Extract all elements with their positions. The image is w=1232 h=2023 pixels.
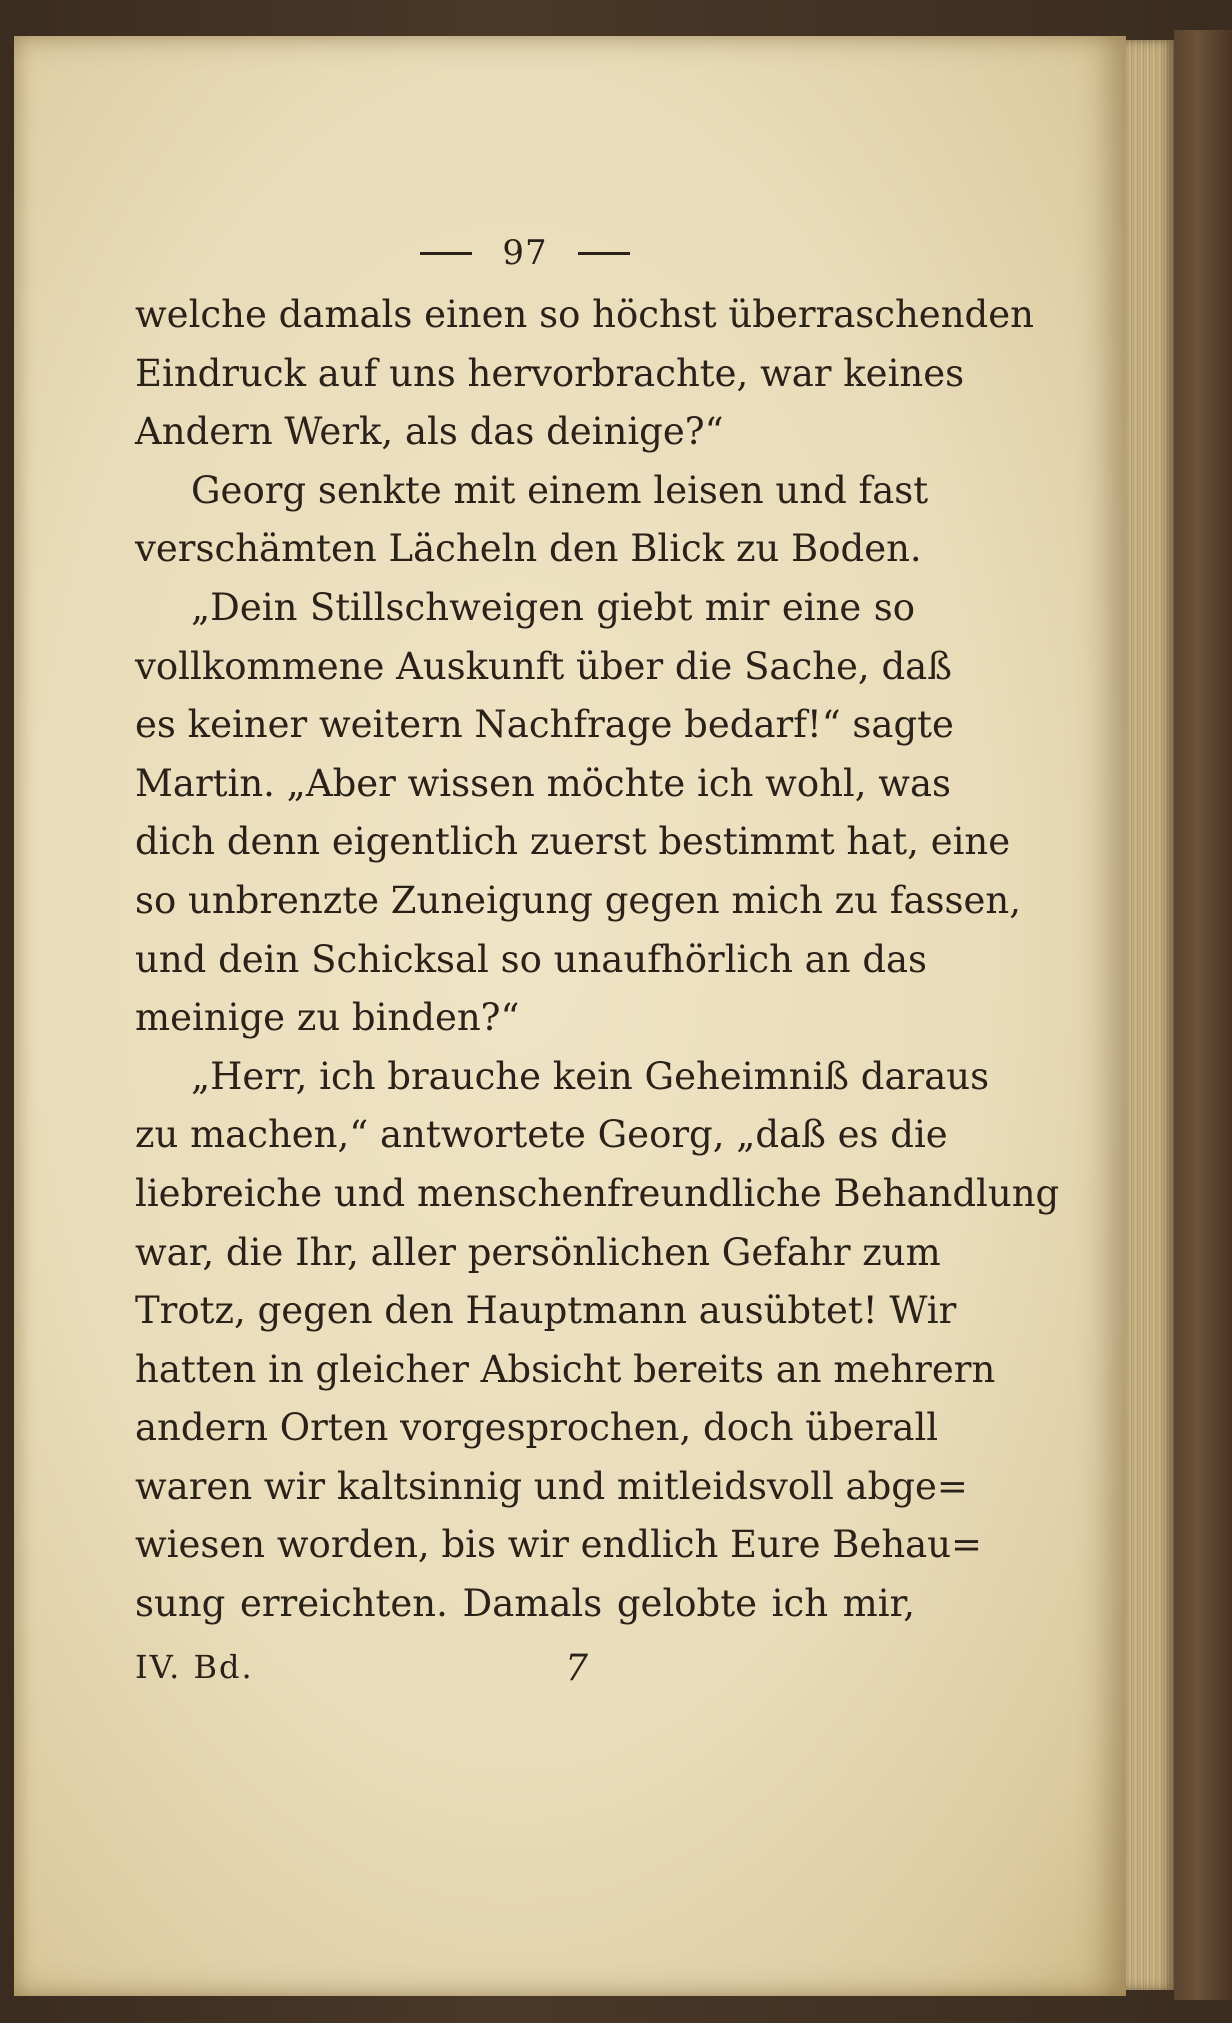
text-line: zu machen,“ antwortete Georg, „daß es die (135, 1113, 948, 1157)
text-line: Andern Werk, als das deinige?“ (135, 410, 724, 454)
text-line: war, die Ihr, aller persönlichen Gefahr zum (135, 1230, 941, 1274)
text-line: Trotz, gegen den Hauptmann ausübtet! Wir (135, 1289, 957, 1333)
text-line: wiesen worden, bis wir endlich Eure Behau= (135, 1523, 983, 1567)
text-line: welche damals einen so höchst überraschenden (135, 293, 1034, 336)
text-line: Eindruck auf uns hervorbrachte, war keines (135, 351, 965, 395)
page-header (135, 228, 915, 278)
text-line: so unbrenzte Zuneigung gegen mich zu fassen, (135, 878, 1021, 922)
text-line: meinige zu binden?“ (135, 996, 520, 1040)
header-dash-right (578, 252, 630, 255)
book-cover-edge (1174, 30, 1232, 2000)
volume-mark: IV. Bd. (135, 1647, 254, 1686)
text-line: andern Orten vorgesprochen, doch überall (135, 1406, 939, 1450)
text-line: und dein Schicksal so unaufhörlich an das (135, 937, 928, 981)
text-line: sung erreichten. Damals gelobte ich mir, (135, 1582, 915, 1626)
text-line: liebreiche und menschenfreundliche Behandlung (135, 1171, 1060, 1215)
text-line: „Dein Stillschweigen giebt mir eine so (191, 585, 915, 629)
header-dash-left (420, 252, 472, 255)
page-stack-edges (1126, 40, 1174, 1990)
page-number: 97 (502, 233, 548, 273)
text-line: verschämten Lächeln den Blick zu Boden. (135, 527, 922, 571)
text-line: waren wir kaltsinnig und mitleidsvoll abge= (135, 1464, 968, 1508)
text-line: Martin. „Aber wissen möchte ich wohl, was (135, 761, 952, 805)
text-line: vollkommene Auskunft über die Sache, daß (135, 644, 952, 688)
text-line: „Herr, ich brauche kein Geheimniß daraus (191, 1054, 990, 1098)
text-line: hatten in gleicher Absicht bereits an mehrern (135, 1347, 996, 1391)
text-line: dich denn eigentlich zuerst bestimmt hat, eine (135, 820, 1011, 864)
text-line: Georg senkte mit einem leisen und fast (191, 468, 929, 512)
text-line: es keiner weitern Nachfrage bedarf!“ sagte (135, 703, 954, 747)
page-text-block (135, 228, 1060, 1689)
signature-mark: 7 (565, 1647, 590, 1689)
page-footer (135, 1648, 590, 1689)
